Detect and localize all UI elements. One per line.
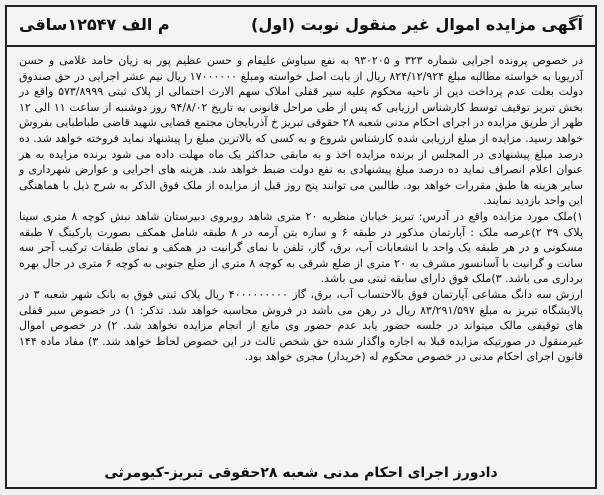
notice-body [19, 53, 583, 365]
notice-paragraph: در خصوص پرونده اجرایی شماره ۳۲۳ و ۹۳۰۲۰۵ به نفع سیاوش علیفام و حسن عظیم پور به زیان حامد غلامی و حسن آذریویا به خواسته مطالبه مبلغ ۸۲۴/۱۲/۹۲۴ ریال از بابت اصل خواسته ومبلغ ۱۷۰۰۰۰۰۰ ریال نیم عشر اجرایی در حق صندوق دولت بعلت عدم پرداخت دین از ناحیه محکوم علیه سیر قفلی املاک سهم الارث احتمالی از پلاک ثبتی ۵۷۳/۸۹۹۹ واقع در بخش تبریز توقیف توسط کارشناس ارزیابی که پس از طی مراحل قانونی به تاریخ ۹۴/۸/۰۲ روز دوشنبه از ساعت ۱۱ الی ۱۲ ظهر از طریق مزایده در اجرای احکام مدنی شعبه ۲۸ حقوقی تبریز خ آذربایجان مجتمع قضایی شهید قاضی طباطبایی بفروش خواهد رسید. مزایده از مبلغ ارزیابی شده کارشناس شروع و به کسی که بالاترین مبلغ را پیشنهاد نماید فروخته خواهد شد. ده درصد مبلغ پیشنهادی در المجلس از برنده مزایده اخذ و به مابقی حداکثر یک ماه مهلت داده می شود برنده مزایده به هر عنوان اعلام انصراف نماید ده درصد مبلغ پیشنهادی به نفع دولت ضبط خواهد شد. هزینه های اجرایی و عوارض شهرداری و سایر هزینه ها طبق مقررات خواهد بود. طالبین می توانند پنج روز قبل از مزایده از ملک فوق الذکر به شرح ذیل با هماهنگی این واحد بازدید نمایند. [19, 54, 584, 208]
notice-header [7, 7, 595, 47]
notice-paragraph: ارزش سه دانگ مشاعی آپارتمان فوق بالاحتساب آب، برق، گاز ۴۰۰۰۰۰۰۰۰۰ ریال پلاک ثبتی فوق به بانک شهر شعبه ۳ در پالایشگاه تبریز به مبلغ ۸۳/۲۹۱/۵۹۷ ریال در رهن می باشد در فروش محاسبه خواهد شد. تذکر: ۱) در خصوص سیر قفلی های توقیفی مالک میتواند در جلسه حضور یابد عدم حضور وی مانع از انجام مزایده نخواهد شد. ۲) در خصوص اموال غیرمنقول در صورتیکه مزایده قبلا به اجاره واگذار شده حق شخص ثالث در این خصوص لحاظ خواهد شد. ۳) مفاد ماده ۱۴۴ قانون اجرای احکام مدنی در خصوص محکوم له (خریدار) مجری خواهد بود. [19, 287, 583, 364]
notice-paragraph: ۱)ملک مورد مزایده واقع در آدرس: تبریز خیابان منظریه ۲۰ متری شاهد روبروی دبیرستان شاهد نبش کوچه ۸ متری سینا پلاک ۳۹ ۲)عرصه ملک : آپارتمان مذکور در طبقه ۶ و سازه بتن آرمه در ۸ طبقه شامل همکف بصورت پارکینگ ۷ طبقه مسکونی و در هر طبقه یک واحد با انشعابات آب، برق، گاز، تلفن با نمای گرانیت در همکف و نمای طبقات ترکیب آجر سه سانت و گرانیت با آسانسور مشرف به ۲۰ متری از ضلع شرقی به کوچه ۸ متری از ضلع جنوبی به کوچه ۶ متری در حال بهره برداری می باشد. ۳)ملک فوق دارای سابقه ثبتی می باشد. [19, 209, 584, 286]
notice-title: آگهی مزایده اموال غیر منقول نوبت (اول) [251, 15, 583, 34]
notice-frame [5, 5, 597, 489]
notice-signature: دادورز اجرای احکام مدنی شعبه ۲۸حقوقی تبریز-کیومرثی [104, 465, 498, 481]
notice-code: م الف ۱۲۵۴۷ساقی [19, 15, 170, 34]
